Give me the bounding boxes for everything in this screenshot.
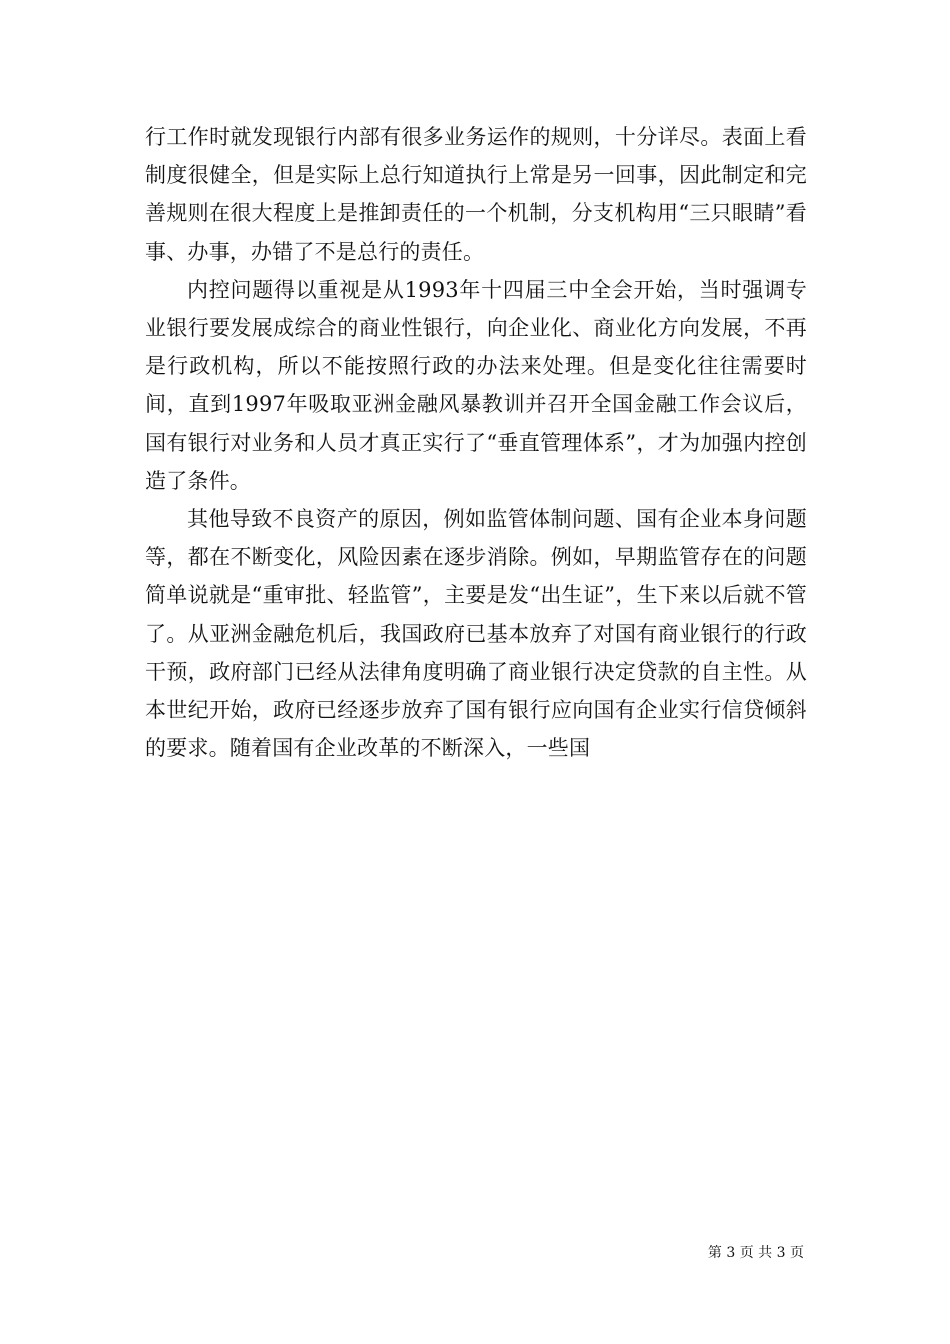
- paragraph-3: 其他导致不良资产的原因，例如监管体制问题、国有企业本身问题等，都在不断变化，风险因素在逐步消除。例如，早期监管存在的问题简单说就是“重审批、轻监管”，主要是发“出生证”，生下来以后就不管了。从亚洲金融危机后，我国政府已基本放弃了对国有商业银行的行政干预，政府部门已经从法律角度明确了商业银行决定贷款的自主性。从本世纪开始，政府已经逐步放弃了国有银行应向国有企业实行信贷倾斜的要求。随着国有企业改革的不断深入，一些国: [145, 507, 807, 761]
- paragraph-2: 内控问题得以重视是从1993年十四届三中全会开始，当时强调专业银行要发展成综合的商业性银行，向企业化、商业化方向发展，不再是行政机构，所以不能按照行政的办法来处理。但是变化往往需要时间，直到1997年吸取亚洲金融风暴教训并召开全国金融工作会议后，国有银行对业务和人员才真正实行了“垂直管理体系”，才为加强内控创造了条件。: [145, 277, 807, 493]
- page-number-footer: 第 3 页 共 3 页: [707, 1245, 804, 1261]
- body-text: [145, 118, 807, 767]
- paragraph-1: 行工作时就发现银行内部有很多业务运作的规则，十分详尽。表面上看制度很健全，但是实际上总行知道执行上常是另一回事，因此制定和完善规则在很大程度上是推卸责任的一个机制，分支机构用“三只眼睛”看事、办事，办错了不是总行的责任。: [145, 125, 807, 264]
